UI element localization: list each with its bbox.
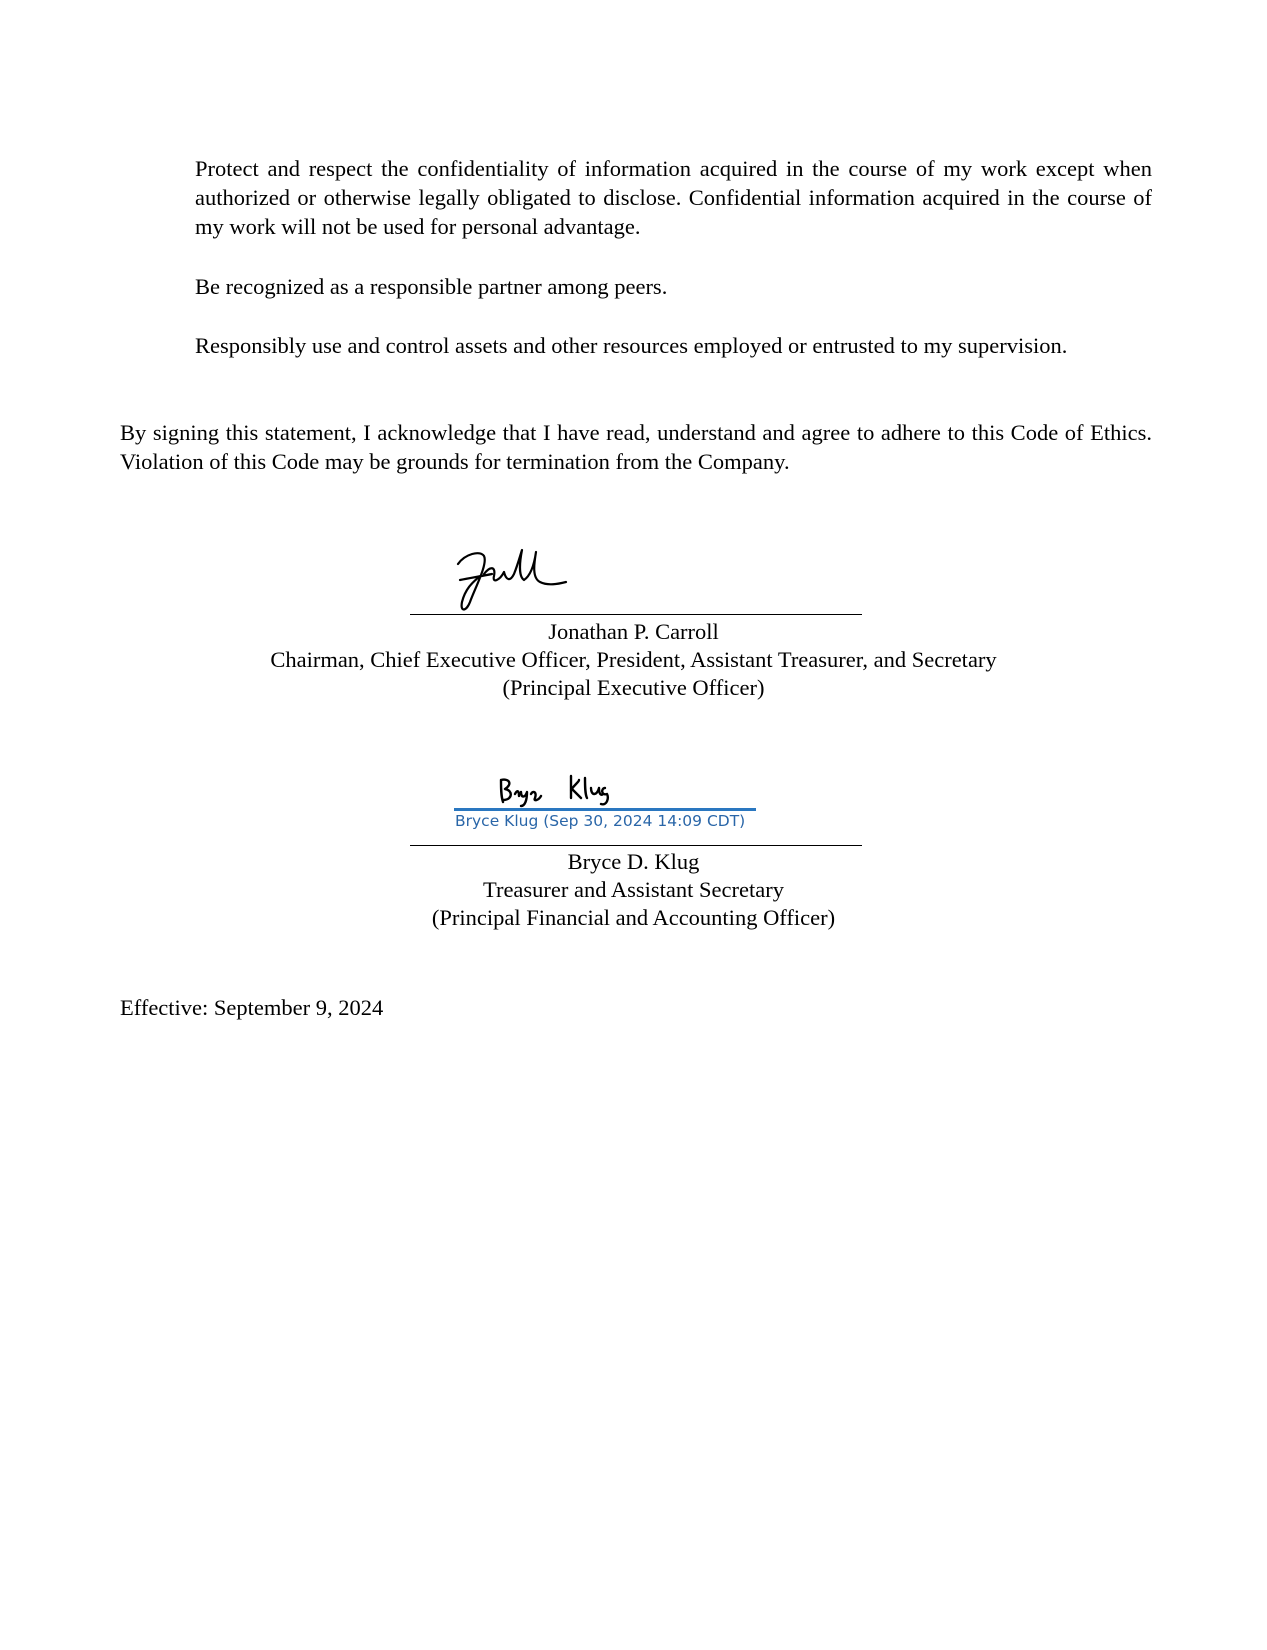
signature-carroll-image	[440, 536, 600, 616]
partner-paragraph: Be recognized as a responsible partner among peers.	[195, 274, 668, 299]
esign-stamp-text: Bryce Klug (Sep 30, 2024 14:09 CDT)	[455, 812, 746, 830]
assets-paragraph: Responsibly use and control assets and other resources employed or entrusted to my supervision.	[195, 333, 1068, 358]
signatory-title-klug: Treasurer and Assistant Secretary	[483, 877, 784, 902]
esign-stamp-bar	[454, 808, 756, 811]
signature-line-klug	[410, 845, 862, 846]
signatory-name-klug: Bryce D. Klug	[567, 849, 700, 874]
signatory-role-klug: (Principal Financial and Accounting Officer)	[431, 905, 836, 930]
signatory-title-carroll: Chairman, Chief Executive Officer, President, Assistant Treasurer, and Secretary	[270, 647, 997, 672]
signature-klug-image	[495, 772, 615, 808]
confidentiality-paragraph: Protect and respect the confidentiality of information acquired in the course of my work except when authorized or otherwise legally obligated to disclose. Confidential information acquired in the course of my work will not be used for personal advantage.	[195, 156, 1152, 239]
effective-date: Effective: September 9, 2024	[120, 995, 384, 1020]
acknowledgement-paragraph: By signing this statement, I acknowledge that I have read, understand and agree to adhere to this Code of Ethics. Violation of this Code may be grounds for termination from the Company.	[120, 420, 1152, 474]
signature-line-carroll	[410, 614, 862, 615]
signatory-name-carroll: Jonathan P. Carroll	[548, 619, 719, 644]
signatory-role-carroll: (Principal Executive Officer)	[502, 675, 765, 700]
